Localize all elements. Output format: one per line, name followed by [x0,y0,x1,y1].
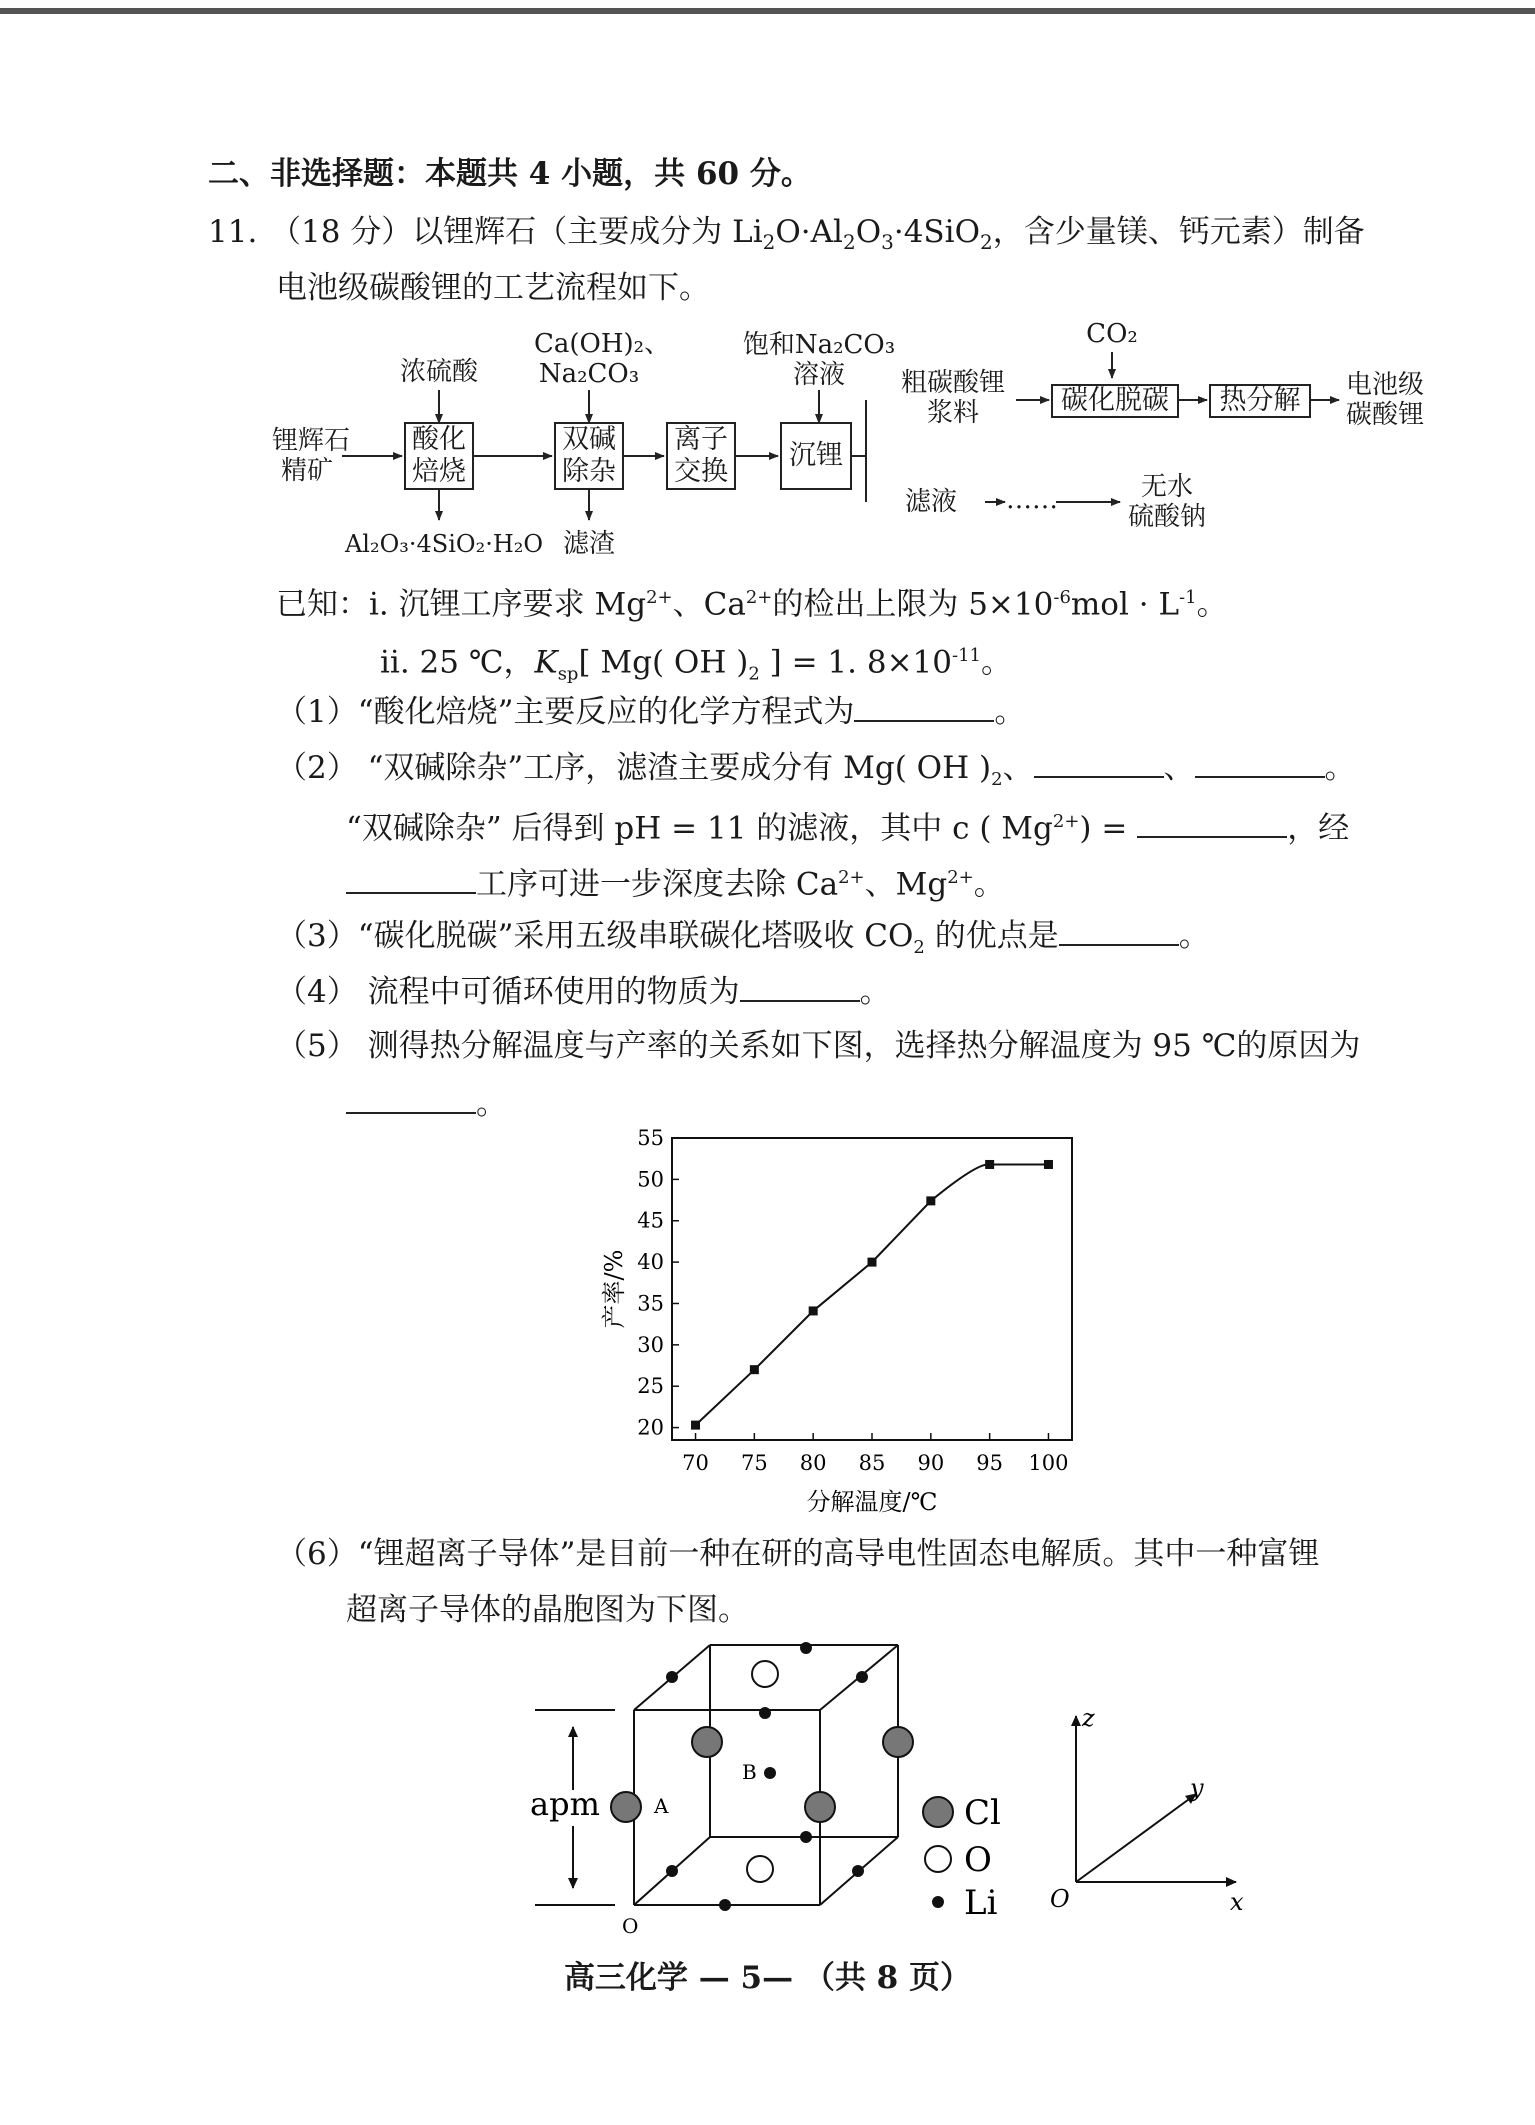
legend-o: O [964,1840,992,1880]
flow-box-precipitate-li: 沉锂 [780,422,852,490]
flow-arrows [0,0,1535,560]
x-tick-label: 85 [858,1451,886,1475]
data-point [691,1421,700,1430]
q11-sub2-line3: 工序可进一步深度去除 $Ca^{2+}$、$Mg^{2+}$。 [346,858,1005,904]
data-point [750,1365,759,1374]
data-point [926,1196,935,1205]
q11-sub6-line2: 超离子导体的晶胞图为下图。 [346,1592,749,1628]
data-point [809,1306,818,1315]
y-tick-label: 20 [637,1415,664,1440]
answer-blank-2b[interactable] [1195,746,1325,778]
y-tick-label: 25 [637,1374,664,1399]
flow-raw-material: 锂辉石 精矿 [272,426,351,486]
q11-sub3: （3）“碳化脱碳”采用五级串联碳化塔吸收 $CO_2$ 的优点是 。 [276,914,1210,968]
y-tick-label: 40 [637,1250,664,1275]
q11-sub1: （1）“酸化焙烧”主要反应的化学方程式为 。 [276,690,1025,732]
flow-byproduct-residue: 滤渣 [562,529,615,559]
answer-blank-2d[interactable] [346,862,476,894]
flow-reagent-na2co3: 饱和Na₂CO₃ 溶液 [742,330,896,390]
data-point [985,1160,994,1169]
y-tick-label: 55 [637,1126,664,1150]
flow-reagent-base-1: Ca(OH)₂、 [534,329,671,359]
answer-blank-4[interactable] [740,970,860,1002]
x-tick-label: 75 [740,1451,768,1475]
section-heading: 二、非选择题：本题共 4 小题，共 60 分。 [208,156,812,192]
flow-box-acid-roast: 酸化 焙烧 [404,422,474,490]
flow-reagent-base-2: Na₂CO₃ [538,359,640,389]
crystal-cell-diagram [0,1620,1535,1950]
y-tick-label: 50 [637,1167,664,1192]
flow-box-double-base: 双碱 除杂 [554,422,624,490]
flow-byproduct-silicate: Al₂O₃·4SiO₂·H₂O [344,530,544,558]
q11-sub5-answer: 。 [346,1082,507,1124]
x-tick-label: 100 [1028,1451,1069,1475]
q11-sub4: （4） 流程中可循环使用的物质为 。 [276,970,891,1012]
q11-sub2-line2: “双碱除杂” 后得到 pH = 11 的滤液，其中 c ( $Mg^{2+}$) = ，经 [346,802,1349,848]
flow-box-thermal-decomp: 热分解 [1209,384,1311,418]
data-point [1044,1160,1053,1169]
yield-vs-temperature-chart [600,1120,1160,1520]
legend-li: Li [964,1883,998,1923]
axis-x-label: x [1230,1888,1244,1916]
flow-reagent-acid: 浓硫酸 [399,357,478,387]
axis-origin-label: O [1050,1885,1070,1913]
data-point [868,1258,877,1267]
x-axis-label: 分解温度/℃ [806,1488,938,1516]
label-origin-O: O [622,1914,639,1938]
known-i: 已知：ⅰ. 沉锂工序要求 $Mg^{2+}$、$Ca^{2+}$的检出上限为 $5\times 10^{-6}mol \cdot L^{-1}$。 [276,586,1228,623]
flow-reagent-co2: CO₂ [1086,319,1138,349]
answer-blank-2a[interactable] [1034,746,1164,778]
x-tick-label: 90 [917,1451,945,1475]
answer-blank-2c[interactable] [1137,806,1287,838]
flow-box-ion-exchange: 离子 交换 [666,422,736,490]
flow-sodium-sulfate: 无水 硫酸钠 [1127,472,1206,532]
y-tick-label: 30 [637,1332,664,1357]
answer-blank-3[interactable] [1059,914,1179,946]
x-tick-label: 80 [799,1451,827,1475]
series-line [696,1164,1049,1425]
flow-dots: …… [1006,485,1058,515]
axis-z-label: z [1082,1704,1095,1732]
flow-product-slurry: 粗碳酸锂 浆料 [900,368,1005,428]
x-tick-label: 70 [682,1451,709,1475]
known-ii: ⅱ. 25 ℃，$K_{sp}$[ Mg( OH )$_2$ ] = 1. $8\times 10^{-11}$。 [380,644,1013,685]
axis-y-label: y [1190,1774,1204,1802]
q11-intro-line2: 电池级碳酸锂的工艺流程如下。 [276,270,710,306]
y-tick-label: 45 [637,1208,664,1233]
coordinate-axes [1076,1716,1236,1882]
y-tick-label: 35 [637,1291,664,1316]
q11-sub5: （5） 测得热分解温度与产率的关系如下图，选择热分解温度为 95 ℃的原因为 [276,1028,1361,1064]
q11-number: 11. [208,214,258,250]
q11-sub6-line1: （6）“锂超离子导体”是目前一种在研的高导电性固态电解质。其中一种富锂 [276,1536,1320,1572]
apm-label: apm [530,1785,600,1823]
legend [923,1793,1001,1923]
flow-filtrate: 滤液 [904,487,957,517]
x-tick-label: 95 [976,1451,1004,1475]
flow-product-final: 电池级 碳酸锂 [1345,370,1424,430]
legend-cl: Cl [964,1793,1001,1833]
label-A: A [654,1794,669,1818]
label-B: B [742,1760,757,1784]
q11-intro-line1: （18 分）以锂辉石（主要成分为 $Li_2O\cdot Al_2O_3\cdot 4SiO_2$，含少量镁、钙元素）制备 [270,214,1365,255]
answer-blank-5[interactable] [346,1082,476,1114]
flow-box-carbonation: 碳化脱碳 [1051,384,1179,418]
process-flow-diagram [0,0,1535,560]
plot-frame [672,1138,1072,1440]
y-axis-label: 产率/% [600,1249,628,1329]
q11-sub2-line1: （2） “双碱除杂”工序，滤渣主要成分有 Mg( OH )$_2$、 、 。 [276,746,1356,800]
page-footer: 高三化学 — 5— （共 8 页） [563,1960,972,1996]
answer-blank-1[interactable] [854,690,994,722]
